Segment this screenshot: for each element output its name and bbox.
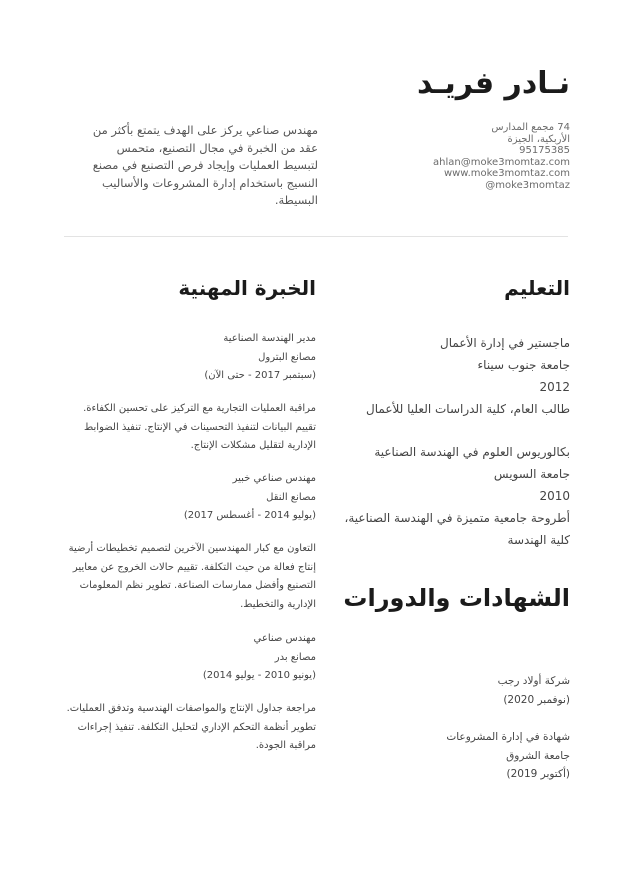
education-degree: بكالوريوس العلوم في الهندسة الصناعية xyxy=(374,445,570,459)
contact-phone: 95175385 xyxy=(519,145,570,156)
education-school: جامعة جنوب سيناء xyxy=(477,358,570,372)
certification-entry xyxy=(350,672,570,709)
job-company: مصانع البترول xyxy=(258,351,316,363)
job-period: (يونيو 2010 - يوليو 2014) xyxy=(202,670,316,681)
certification-entry xyxy=(350,728,570,784)
job-description: مراقبة العمليات التجارية مع التركيز على تحسين الكفاءة. تقييم البيانات لتنفيذ التحسينات في الإنتاج. تنفيذ الضوابط الإدارية لتقليل مشكلات الإنتاج. xyxy=(83,403,316,451)
contact-city: الأربكية، الجيزة xyxy=(507,133,570,145)
contact-info xyxy=(433,122,570,191)
education-year: 2012 xyxy=(539,380,570,394)
certification-org: جامعة الشروق xyxy=(506,749,570,762)
header-divider xyxy=(64,236,568,237)
education-note: أطروحة جامعية متميزة في الهندسة الصناعية، كلية الهندسة xyxy=(344,511,570,547)
experience-heading: الخبرة المهنية xyxy=(178,276,316,300)
education-degree: ماجستير في إدارة الأعمال xyxy=(440,336,570,350)
job-header xyxy=(64,470,316,526)
job-header xyxy=(64,630,316,686)
education-entry xyxy=(340,441,570,551)
certification-title: شهادة في إدارة المشروعات xyxy=(446,731,570,743)
job-period: (يوليو 2014 - أغسطس 2017) xyxy=(183,510,316,521)
education-entry xyxy=(330,332,570,420)
contact-social[interactable]: moke3momtaz@ xyxy=(485,179,570,191)
job-description: مراجعة جداول الإنتاج والمواصفات الهندسية وتدفق العمليات. تطوير أنظمة التحكم الإداري لتحليل التكلفة. تنفيذ إجراءات مراقبة الجودة. xyxy=(66,703,316,751)
job-company: مصانع بدر xyxy=(274,651,316,663)
job-header xyxy=(64,330,316,386)
contact-email[interactable]: ahlan@moke3momtaz.com xyxy=(433,156,570,168)
education-note: طالب العام، كلية الدراسات العليا للأعمال xyxy=(366,402,570,416)
candidate-name: نـادر فريـد xyxy=(416,66,570,101)
certification-title: شركة أولاد رجب xyxy=(497,675,570,687)
certification-date: (نوفمبر 2020) xyxy=(503,693,570,706)
contact-address: 74 مجمع المدارس xyxy=(491,122,570,133)
job-period: (سبتمبر 2017 - حتى الآن) xyxy=(204,370,316,381)
job-company: مصانع النقل xyxy=(266,491,316,503)
education-year: 2010 xyxy=(539,489,570,503)
profile-summary: مهندس صناعي يركز على الهدف يتمتع بأكثر من عقد من الخبرة في مجال التصنيع، متحمس لتبسيط العمليات وإيجاد فرص التصنيع في مصنع النسيج باستخدام إدارة المشروعات والأساليب البسيطة. xyxy=(92,123,318,207)
job-title: مهندس صناعي خبير xyxy=(232,473,316,484)
certifications-heading: الشهادات والدورات xyxy=(343,584,570,612)
education-school: جامعة السويس xyxy=(493,467,570,481)
certification-date: (أكتوبر 2019) xyxy=(506,768,570,780)
job-title: مهندس صناعي xyxy=(253,633,316,644)
job-description: التعاون مع كبار المهندسين الآخرين لتصميم تخطيطات أرضية إنتاج فعالة من حيث التكلفة. تقييم حالات الخروج عن معايير التصنيع وأفضل ممارسات الصناعة. تطوير نظم المعلومات الإدارية والتخطيط. xyxy=(68,543,316,610)
education-heading: التعليم xyxy=(504,276,570,300)
contact-website[interactable]: www.moke3momtaz.com xyxy=(443,168,570,179)
job-title: مدير الهندسة الصناعية xyxy=(223,333,316,344)
